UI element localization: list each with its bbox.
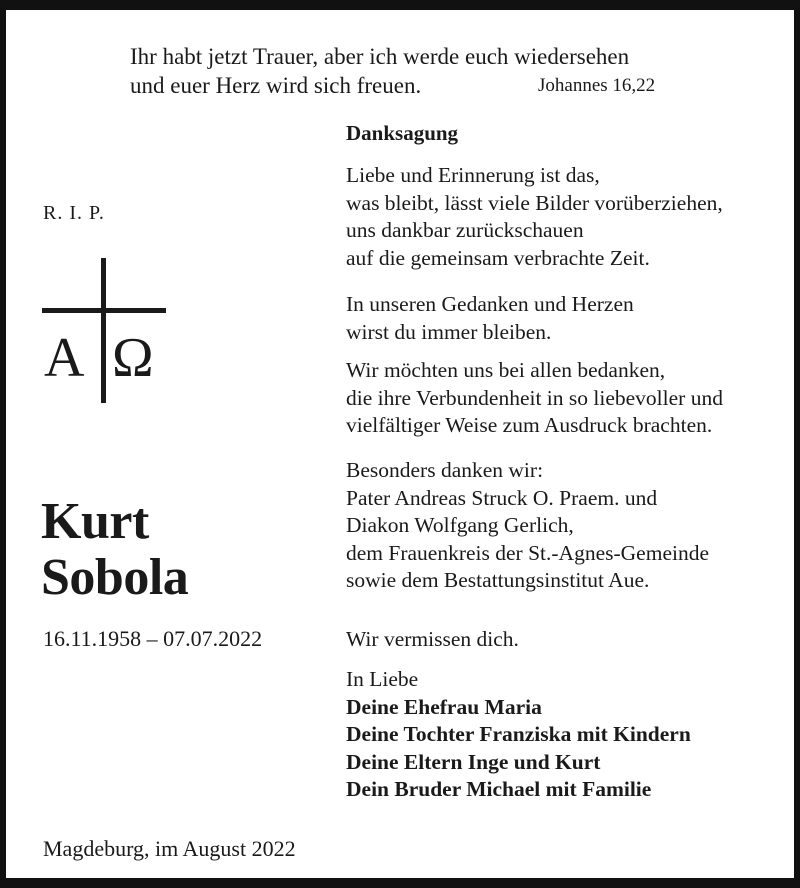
text-line: die ihre Verbundenheit in so liebevoller und	[346, 385, 723, 410]
verse-line-1: Ihr habt jetzt Trauer, aber ich werde euch wiedersehen	[130, 44, 630, 69]
family-member: Deine Tochter Franziska mit Kindern	[346, 722, 691, 746]
family-member: Deine Eltern Inge und Kurt	[346, 749, 601, 774]
text-line: sowie dem Bestattungsinstitut Aue.	[346, 568, 650, 592]
family-member: Dein Bruder Michael mit Familie	[346, 777, 652, 801]
life-dates: 16.11.1958 – 07.07.2022	[43, 626, 263, 651]
text-line: Besonders danken wir:	[346, 458, 544, 482]
verse-reference: Johannes 16,22	[538, 75, 656, 96]
paragraph-thanks	[346, 357, 723, 440]
section-heading: Danksagung	[346, 121, 459, 145]
text-line: Wir vermissen dich.	[346, 627, 519, 651]
alpha-letter: A	[44, 327, 85, 389]
last-name: Sobola	[41, 549, 189, 606]
verse-line-2: und euer Herz wird sich freuen.	[130, 73, 422, 98]
paragraph-thoughts	[346, 291, 634, 346]
text-line: Pater Andreas Struck O. Praem. und	[346, 485, 658, 510]
text-line: wirst du immer bleiben.	[346, 319, 552, 344]
text-line: uns dankbar zurückschauen	[346, 218, 584, 242]
first-name: Kurt	[41, 493, 149, 550]
omega-letter: Ω	[112, 327, 154, 389]
paragraph-memory	[346, 162, 723, 272]
paragraph-special-thanks	[346, 457, 709, 595]
bible-verse	[130, 42, 656, 100]
closing-signatures	[346, 666, 691, 804]
cross-alpha-omega-icon	[42, 258, 168, 403]
place-and-date: Magdeburg, im August 2022	[43, 836, 296, 861]
text-line: In unseren Gedanken und Herzen	[346, 292, 634, 316]
text-line: was bleibt, lässt viele Bilder vorüberziehen,	[346, 190, 723, 215]
text-line: Wir möchten uns bei allen bedanken,	[346, 358, 666, 382]
paragraph-miss-you	[346, 626, 519, 654]
text-line: vielfältiger Weise zum Ausdruck brachten.	[346, 413, 713, 437]
rip-text: R. I. P.	[43, 202, 105, 224]
text-line: Liebe und Erinnerung ist das,	[346, 163, 600, 187]
text-line: auf die gemeinsam verbrachte Zeit.	[346, 245, 650, 270]
deceased-name	[41, 494, 188, 606]
family-member: Deine Ehefrau Maria	[346, 694, 542, 719]
text-line: dem Frauenkreis der St.-Agnes-Gemeinde	[346, 540, 710, 565]
closing-intro: In Liebe	[346, 667, 419, 691]
text-line: Diakon Wolfgang Gerlich,	[346, 513, 574, 537]
